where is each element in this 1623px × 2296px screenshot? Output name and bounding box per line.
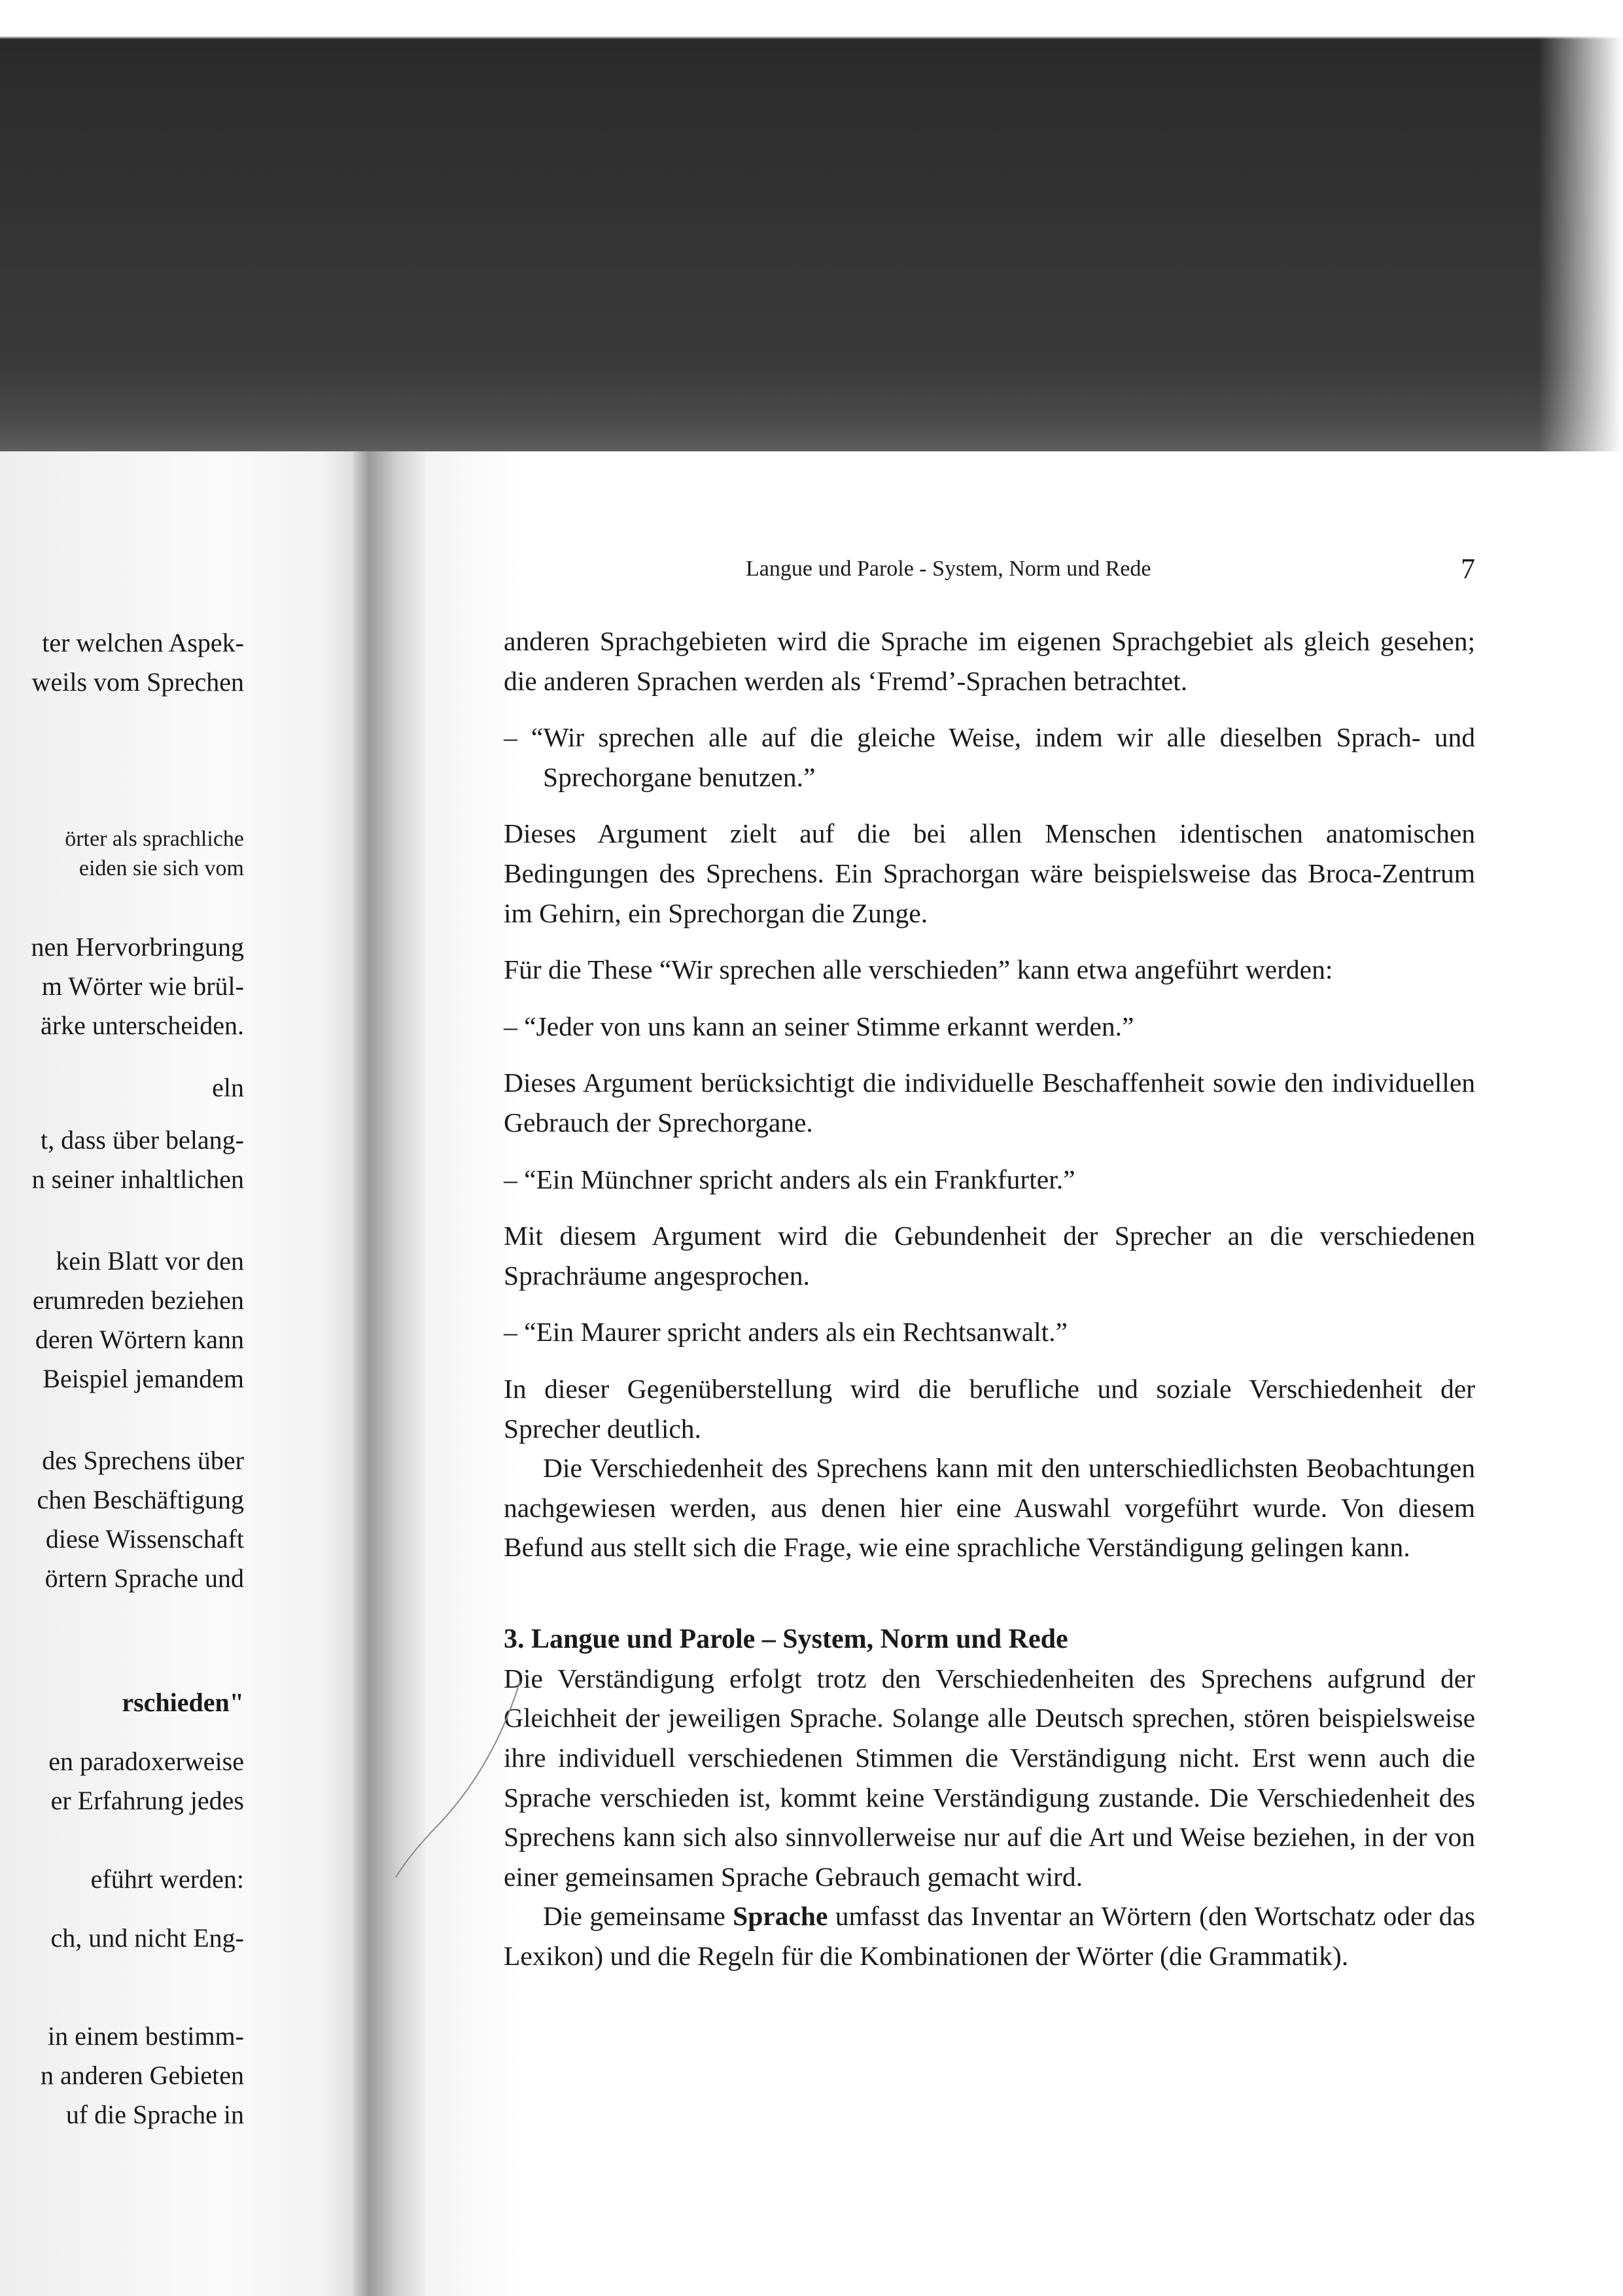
left-page-line: eführt werden: <box>90 1864 244 1894</box>
page-number: 7 <box>1461 553 1475 585</box>
left-page-line: eiden sie sich vom <box>79 856 244 880</box>
left-page-line: örter als sprachliche <box>65 827 244 851</box>
left-page-line: en paradoxerweise <box>48 1747 244 1776</box>
paragraph-text: Die gemeinsame <box>543 1901 733 1932</box>
left-page-line: n seiner inhaltlichen <box>31 1164 244 1194</box>
left-page-line: ärke unterscheiden. <box>41 1011 244 1040</box>
paragraph: anderen Sprachgebieten wird die Sprache im eigenen Sprachgebiet als gleich gesehen; die anderen Sprachen werden als ‘Fremd’-Sprachen betrachtet. <box>504 626 1475 696</box>
pencil-mark <box>393 1675 523 1884</box>
left-page-line: diese Wissenschaft <box>45 1524 244 1554</box>
quote-item: – “Wir sprechen alle auf die gleiche Weise, indem wir alle dieselben Sprach- und Sprechorgane benutzen.” <box>504 722 1475 792</box>
paragraph: Für die These “Wir sprechen alle verschieden” kann etwa angeführt werden: <box>504 954 1333 985</box>
paragraph <box>504 1896 1475 1975</box>
left-page-line: uf die Sprache in <box>65 2100 244 2129</box>
left-page-line: erumreden beziehen <box>32 1285 244 1315</box>
quote-item: – “Ein Münchner spricht anders als ein Frankfurter.” <box>504 1164 1075 1194</box>
left-page-line: m Wörter wie brül- <box>41 971 244 1001</box>
running-title: Langue und Parole - System, Norm und Rede <box>746 557 1151 581</box>
left-page-line: kein Blatt vor den <box>56 1246 244 1276</box>
left-page-line: ch, und nicht Eng- <box>50 1923 244 1953</box>
left-page-line: nen Hervorbringung <box>31 932 244 962</box>
running-header <box>504 553 1475 585</box>
book-gutter <box>353 451 432 2296</box>
left-page-line: t, dass über belang- <box>40 1125 244 1155</box>
left-page-line: des Sprechens über <box>42 1446 244 1475</box>
left-page-line: Beispiel jemandem <box>43 1364 244 1393</box>
paragraph: Dieses Argument zielt auf die bei allen Menschen identischen anatomischen Bedingungen des Sprechens. Ein Sprachorgan wäre beispielsweise das Broca-Zentrum im Gehirn, ein Sprechorgan die Zunge. <box>504 818 1475 928</box>
left-page-line: örtern Sprache und <box>44 1563 244 1593</box>
left-page-line: weils vom Sprechen <box>31 667 244 697</box>
section-heading: 3. Langue und Parole – System, Norm und Rede <box>504 1624 1068 1654</box>
paragraph: In dieser Gegenüberstellung wird die berufliche und soziale Verschiedenheit der Sprecher deutlich. <box>504 1373 1475 1444</box>
paragraph: Mit diesem Argument wird die Gebundenheit der Sprecher an die verschiedenen Sprachräume angesprochen. <box>504 1221 1475 1291</box>
left-page-line: chen Beschäftigung <box>37 1485 244 1514</box>
paragraph: Die Verständigung erfolgt trotz den Verschiedenheiten des Sprechens aufgrund der Gleichheit der jeweiligen Sprache. Solange alle Deutsch sprechen, stören beispielsweise ihre individuell verschiedenen Stimmen die Verständigung nicht. Erst wenn auch die Sprache verschieden ist, kommt keine Verständigung zustande. Die Verschiedenheit des Sprechens kann sich also sinnvollerweise nur auf die Art und Weise beziehen, in der von einer gemeinsamen Sprache Gebrauch gemacht wird. <box>504 1663 1475 1892</box>
body-text <box>504 621 1475 1976</box>
left-page-line: in einem bestimm- <box>48 2021 244 2051</box>
paragraph: Dieses Argument berücksichtigt die individuelle Beschaffenheit sowie den individuellen Gebrauch der Sprechorgane. <box>504 1068 1475 1138</box>
left-page-line: n anderen Gebieten <box>41 2061 244 2090</box>
left-page-line: eln <box>212 1073 244 1102</box>
quote-item: – “Jeder von uns kann an seiner Stimme erkannt werden.” <box>504 1011 1134 1041</box>
left-page-text <box>0 0 249 2296</box>
left-page-line: deren Wörtern kann <box>35 1325 244 1354</box>
left-page-line: er Erfahrung jedes <box>50 1786 244 1815</box>
paragraph-text: umfasst das Inventar an Wörtern (den Wortschatz oder das Lexikon) und die Regeln für die Kombinationen der Wörter (die Grammatik). <box>504 1901 1475 1972</box>
left-page-line: rschieden" <box>122 1688 244 1717</box>
bold-term: Sprache <box>733 1901 828 1932</box>
paragraph: Die Verschiedenheit des Sprechens kann mit den unterschiedlichsten Beobachtungen nachgewiesen werden, aus denen hier eine Auswahl vorgeführt wurde. Von diesem Befund aus stellt sich die Frage, wie eine sprachliche Verständigung gelingen kann. <box>504 1453 1475 1563</box>
left-page-line: ter welchen Aspek- <box>42 628 244 657</box>
quote-item: – “Ein Maurer spricht anders als ein Rechtsanwalt.” <box>504 1317 1068 1348</box>
